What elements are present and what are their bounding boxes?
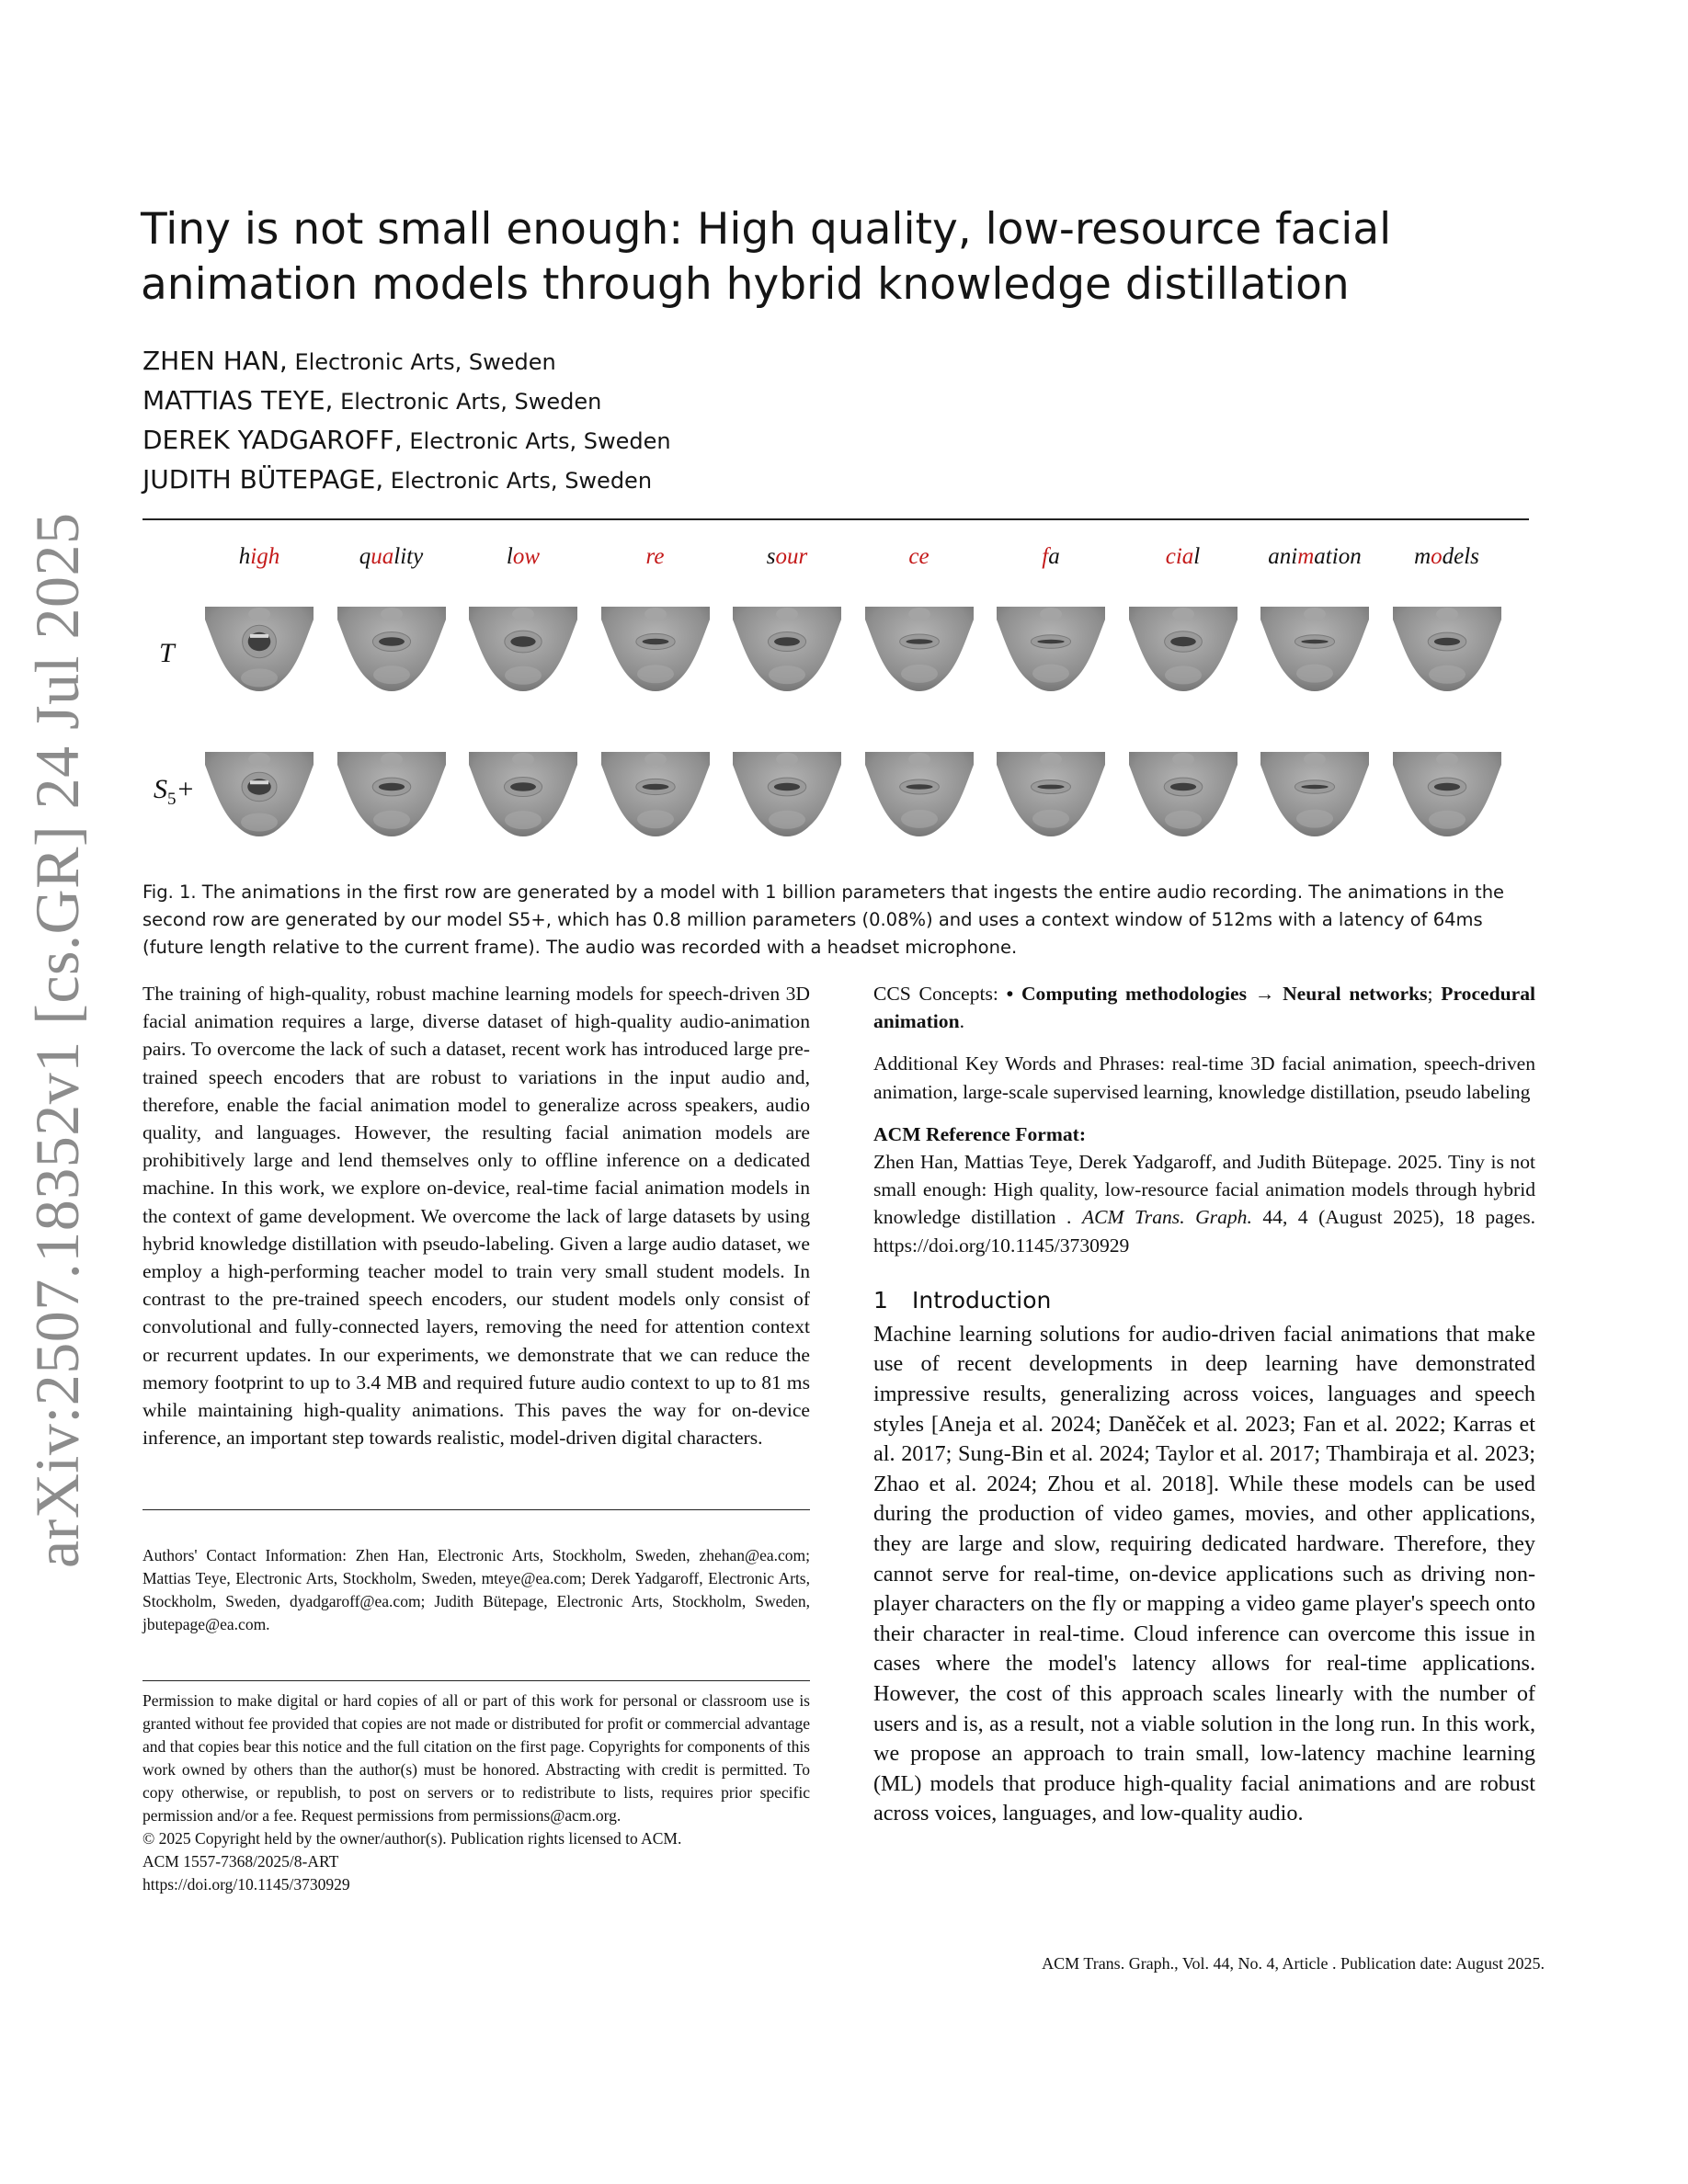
reference-details: 44, 4 (August 2025), 18 pages. https://doi.org/10.1145/3730929 xyxy=(873,1206,1535,1257)
face-render-student xyxy=(865,752,974,838)
word-highlight: our xyxy=(775,544,808,569)
word-part: q xyxy=(359,544,371,569)
footnote-divider xyxy=(143,1680,810,1681)
face-render-student xyxy=(469,752,577,838)
page-footer: ACM Trans. Graph., Vol. 44, No. 4, Article . Publication date: August 2025. xyxy=(1042,1954,1545,1973)
reference-text: Zhen Han, Mattias Teye, Derek Yadgaroff, and Judith Bütepage. 2025. Tiny is not small enough: High quality, low-resource facial animation models through hybrid knowledge distillation . xyxy=(873,1151,1535,1229)
ccs-concept: Procedural animation xyxy=(873,983,1536,1033)
face-render-teacher xyxy=(733,607,841,693)
word-highlight: f xyxy=(1042,544,1049,569)
author-4 xyxy=(143,461,1062,500)
author-2 xyxy=(143,381,1062,421)
word-part: lity xyxy=(393,544,424,569)
figure-word-label xyxy=(1250,544,1379,570)
arxiv-identifier: arXiv:2507.18352v1 [cs.GR] 24 Jul 2025 xyxy=(22,512,92,1568)
face-render-teacher xyxy=(1393,607,1501,693)
word-part: h xyxy=(238,544,251,569)
introduction-text: Machine learning solutions for audio-driven facial animations that make use of recent developments in deep learning have demonstrated impressive results, generalizing across voices, languages and speech styles [Aneja et al. 2024; Daněček et al. 2023; Fan et al. 2022; Karras et al. 2017; Sung-Bin et al. 2024; Taylor et al. 2017; Thambiraja et al. 2023; Zhao et al. 2024; Zhou et al. 2018]. While these models can be used during the production of video games, movies, and other applications, they are large and slow, requiring dedicated hardware. Therefore, they cannot serve for real-time, on-device applications such as driving non-player characters on the fly or mapping a video game player's speech onto their character in real-time. Cloud inference can overcome this issue in cases where the model's latency allows for real-time applications. However, the cost of this approach scales linearly with the number of users and is, as a result, not a viable solution in the long run. In this work, we propose an approach to train small, low-latency machine learning (ML) models that produce high-quality facial animations and are robust across voices, languages, and low-quality audio. xyxy=(873,1321,1535,1826)
right-column xyxy=(873,980,1535,1829)
teaser-figure xyxy=(143,544,1529,853)
word-highlight: m xyxy=(1297,544,1315,569)
word-highlight: o xyxy=(1431,544,1443,569)
abstract: The training of high-quality, robust machine learning models for speech-driven 3D facial animation requires a large, diverse dataset of high-quality audio-animation pairs. To overcome the lack of such a dataset, recent work has introduced large pre-trained speech encoders that are robust to variations in the input audio and, therefore, enable the facial animation model to generalize across speakers, audio quality, and languages. However, the resulting facial animation models are prohibitively large and lend themselves only to offline inference on a dedicated machine. In this work, we explore on-device, real-time facial animation models in the context of game development. We overcome the lack of large datasets by using hybrid knowledge distillation with pseudo-labeling. Given a large audio dataset, we employ a high-performing teacher model to train very small student models. In contrast to the pre-trained speech encoders, our student models only consist of convolutional and fully-connected layers, removing the need for attention context or recurrent updates. In our experiments, we demonstrate that we can reduce the memory footprint to up to 3.4 MB and required future audio context to up to 81 ms while maintaining high-quality animations. This paves the way for on-device inference, an important step towards realistic, model-driven digital characters. xyxy=(143,983,810,1450)
face-render-student xyxy=(1393,752,1501,838)
figure-word-label xyxy=(723,544,851,570)
figure-caption: Fig. 1. The animations in the first row are generated by a model with 1 billion parameters that ingests the entire audio recording. The animations in the second row are generated by our model S5+, which has 0.8 million parameters (0.08%) and uses a context window of 512ms with a latency of 64ms (future length relative to the current frame). The audio was recorded with a headset microphone. xyxy=(143,882,1505,958)
ccs-concept: Neural networks xyxy=(1283,983,1428,1005)
word-highlight: ce xyxy=(908,544,930,569)
face-render-teacher xyxy=(601,607,710,693)
footnote-divider xyxy=(143,1509,810,1510)
figure-word-label xyxy=(1383,544,1511,570)
header-divider xyxy=(143,518,1529,520)
figure-word-label xyxy=(1119,544,1248,570)
figure-word-label xyxy=(459,544,587,570)
word-part: m xyxy=(1414,544,1431,569)
author-name: MATTIAS TEYE, xyxy=(143,385,334,415)
face-render-teacher xyxy=(865,607,974,693)
word-part: s xyxy=(766,544,776,569)
word-part: ani xyxy=(1268,544,1298,569)
face-render-student xyxy=(733,752,841,838)
author-affiliation: Electronic Arts, Sweden xyxy=(402,428,671,454)
row-label-teacher: T xyxy=(159,638,175,668)
face-render-student xyxy=(601,752,710,838)
copyright-line: © 2025 Copyright held by the owner/author(s). Publication rights licensed to ACM. xyxy=(143,1829,682,1848)
word-part: a xyxy=(1048,544,1060,569)
figure-word-label xyxy=(195,544,324,570)
paper-title: Tiny is not small enough: High quality, low-resource facial animation models through hybrid knowledge distillation xyxy=(141,204,1392,310)
author-3 xyxy=(143,421,1062,461)
author-name: JUDITH BÜTEPAGE, xyxy=(143,464,384,495)
author-affiliation: Electronic Arts, Sweden xyxy=(333,389,602,415)
acm-reference xyxy=(873,1148,1535,1259)
reference-journal: ACM Trans. Graph. xyxy=(1081,1206,1252,1229)
row-label-student xyxy=(154,774,195,810)
ccs-arrow: → xyxy=(1247,983,1283,1005)
ccs-concepts xyxy=(873,980,1535,1035)
word-part: l xyxy=(1193,544,1201,569)
word-highlight: cia xyxy=(1165,544,1194,569)
ccs-bullet: • xyxy=(1006,983,1021,1005)
face-render-teacher xyxy=(997,607,1105,693)
word-part: ation xyxy=(1314,544,1362,569)
figure-word-label xyxy=(327,544,456,570)
face-render-student xyxy=(1129,752,1237,838)
face-render-teacher xyxy=(469,607,577,693)
word-part: l xyxy=(506,544,513,569)
doi-line: https://doi.org/10.1145/3730929 xyxy=(143,1875,350,1894)
row-label-student-sub: 5 xyxy=(167,790,177,809)
section-number: 1 xyxy=(873,1286,888,1314)
word-highlight: ow xyxy=(512,544,541,569)
word-part: dels xyxy=(1442,544,1479,569)
ccs-end: . xyxy=(959,1010,964,1033)
word-highlight: igh xyxy=(250,544,280,569)
author-name: ZHEN HAN, xyxy=(143,346,288,376)
section-heading-introduction xyxy=(873,1285,1535,1316)
contact-information: Authors' Contact Information: Zhen Han, Electronic Arts, Stockholm, Sweden, zhehan@ea.com; Mattias Teye, Electronic Arts, Stockholm, Sweden, mteye@ea.com; Derek Yadgaroff, Electronic Arts, Stockholm, Sweden, dyadgaroff@ea.com; Judith Bütepage, Electronic Arts, Stockholm, Sweden, jbutepage@ea.com. xyxy=(143,1546,810,1633)
row-label-student-suffix: + xyxy=(176,774,195,804)
figure-word-label xyxy=(987,544,1115,570)
author-1 xyxy=(143,342,1062,381)
author-affiliation: Electronic Arts, Sweden xyxy=(383,468,653,494)
face-render-teacher xyxy=(337,607,446,693)
face-render-teacher xyxy=(1260,607,1369,693)
word-highlight: re xyxy=(645,544,665,569)
figure-word-label xyxy=(855,544,984,570)
ccs-prefix: CCS Concepts: xyxy=(873,983,1007,1005)
ccs-concept: Computing methodologies xyxy=(1021,983,1248,1005)
face-render-student xyxy=(205,752,314,838)
keywords: Additional Key Words and Phrases: real-time 3D facial animation, speech-driven animation, large-scale supervised learning, knowledge distillation, pseudo labeling xyxy=(873,1052,1535,1103)
acm-reference-heading xyxy=(873,1120,1535,1148)
acm-reference-title: ACM Reference Format: xyxy=(873,1122,1087,1145)
author-name: DEREK YADGAROFF, xyxy=(143,425,403,455)
ccs-separator: ; xyxy=(1427,983,1442,1005)
face-render-teacher xyxy=(205,607,314,693)
section-title: Introduction xyxy=(912,1286,1052,1314)
figure-word-label xyxy=(591,544,720,570)
permission-text: Permission to make digital or hard copies of all or part of this work for personal or classroom use is granted without fee provided that copies are not made or distributed for profit or commercial advantage and that copies bear this notice and the full citation on the first page. Copyrights for components of this work owned by others than the author(s) must be honored. Abstracting with credit is permitted. To copy otherwise, or republish, to post on servers or to redistribute to lists, requires prior specific permission and/or a fee. Request permissions from permissions@acm.org. xyxy=(143,1691,810,1825)
word-highlight: ua xyxy=(371,544,394,569)
author-affiliation: Electronic Arts, Sweden xyxy=(287,349,556,375)
permission-notice xyxy=(143,1689,810,1896)
face-render-student xyxy=(997,752,1105,838)
face-render-student xyxy=(337,752,446,838)
row-label-student-base: S xyxy=(154,774,167,804)
author-list xyxy=(143,342,1062,500)
face-render-teacher xyxy=(1129,607,1237,693)
issn-line: ACM 1557-7368/2025/8-ART xyxy=(143,1852,339,1871)
face-render-student xyxy=(1260,752,1369,838)
